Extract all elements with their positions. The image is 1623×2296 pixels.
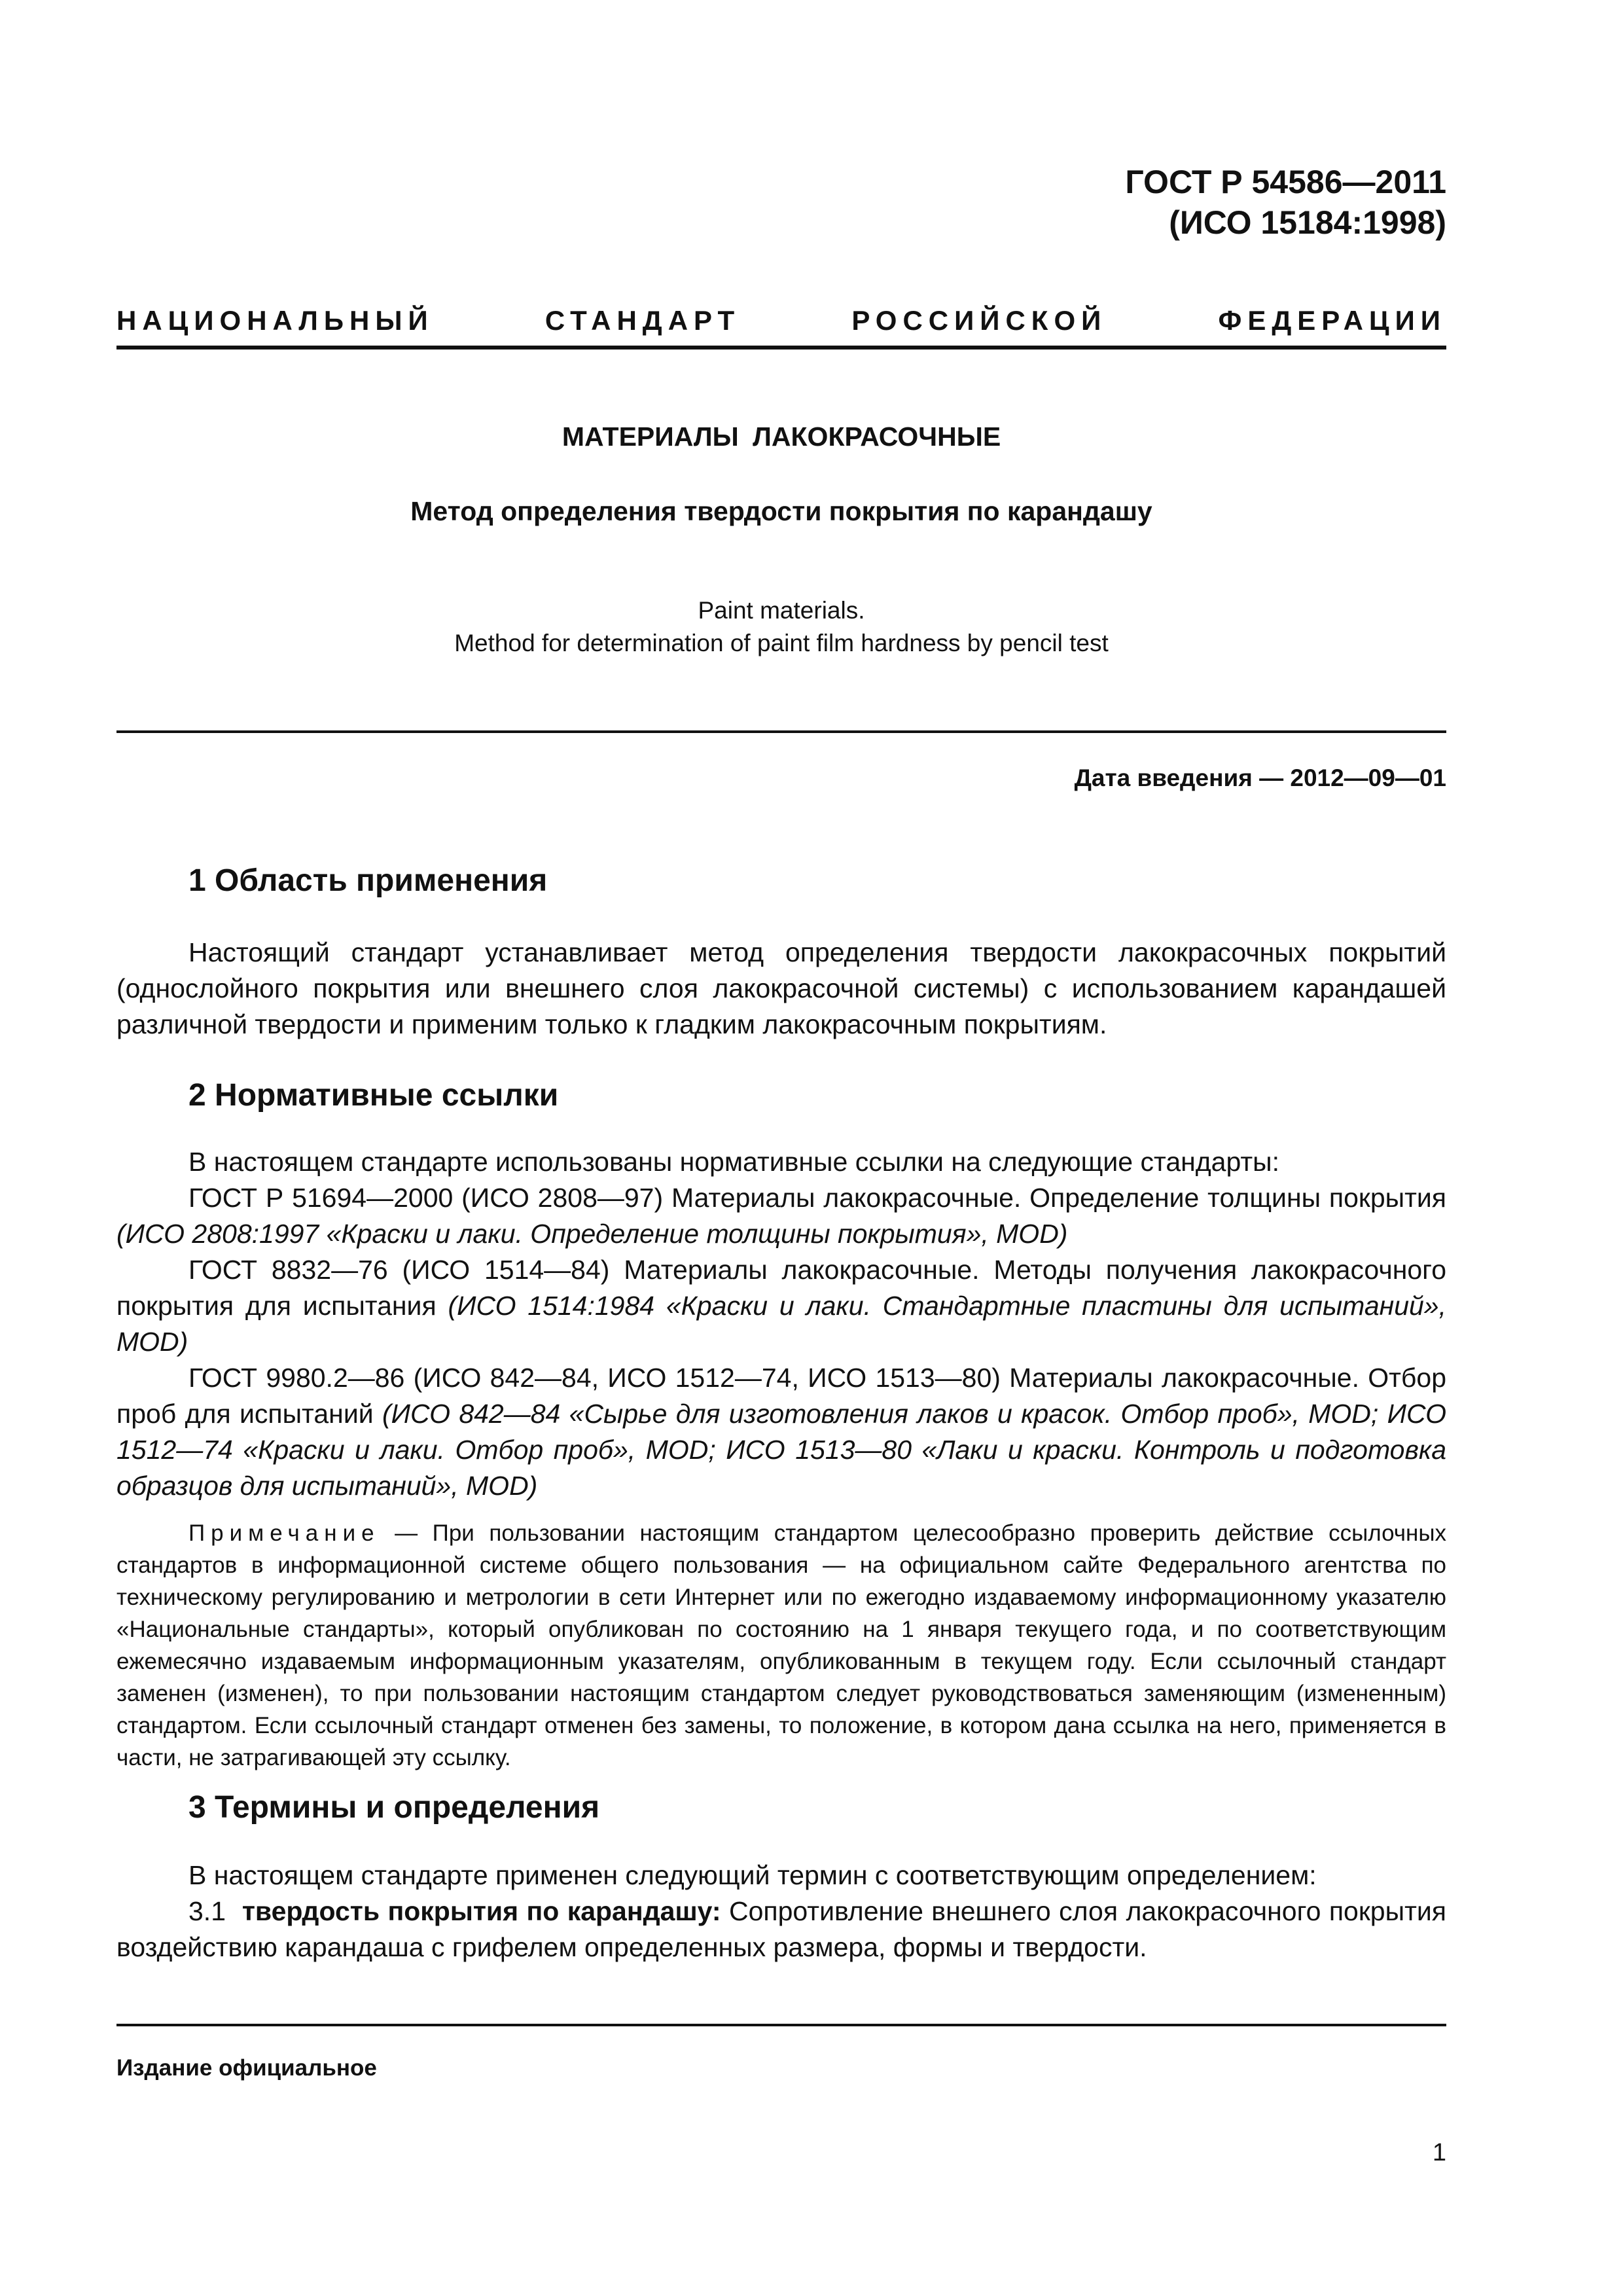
title-rule [116, 730, 1446, 733]
reference-gost-51694: ГОСТ Р 51694—2000 (ИСО 2808—97) Материалы лакокрасочные. Определение толщины покрытия (ИСО 2808:1997 «Краски и лаки. Определение толщины покрытия», MOD) [116, 1183, 1446, 1249]
reference-iso-note: (ИСО 2808:1997 «Краски и лаки. Определение толщины покрытия», MOD) [116, 1219, 1068, 1249]
references-intro: В настоящем стандарте использованы нормативные ссылки на следующие стандарты: [188, 1147, 1280, 1177]
national-standard-banner [116, 302, 1446, 342]
title-english-line2: Method for determination of paint film hardness by pencil test [454, 630, 1109, 656]
reference-gost-8832: ГОСТ 8832—76 (ИСО 1514—84) Материалы лакокрасочные. Методы получения лакокрасочного покрытия для испытания (ИСО 1514:1984 «Краски и лаки. Стандартные пластины для испытаний», MOD) [116, 1255, 1446, 1357]
banner-word: СТАНДАРТ [544, 305, 741, 336]
page-number: 1 [1432, 2139, 1446, 2166]
title-sub: Метод определения твердости покрытия по карандашу [410, 496, 1152, 526]
term-definition: 3.1 твердость покрытия по карандашу: Сопротивление внешнего слоя лакокрасочного покрытия воздействию карандаша с грифелем определенных размера, формы и твердости. [116, 1896, 1446, 1962]
iso-number: (ИСО 15184:1998) [1169, 204, 1446, 241]
references-note: Примечание — При пользовании настоящим стандартом целесообразно проверить действие ссылочных стандартов в информационной системе общего пользования — на официальном сайте Федерального агентства по техническому регулированию и метрологии в сети Интернет или по ежегодно издаваемому информационному указателю «Национальные стандарты», который опубликован по состоянию на 1 января текущего года, и по соответствующим ежемесячно издаваемым информационным указателям, опубликованным в текущем году. Если ссылочный стандарт заменен (изменен), то при пользовании настоящим стандартом следует руководствоваться заменяющим (измененным) стандартом. Если ссылочный стандарт отменен без замены, то положение, в котором дана ссылка на него, применяется в части, не затрагивающей эту ссылку. [116, 1520, 1446, 1770]
note-label: Примечание [188, 1520, 380, 1546]
banner-word: НАЦИОНАЛЬНЫЙ [116, 305, 434, 336]
section-3-heading: 3 Термины и определения [188, 1790, 600, 1825]
document-number: ГОСТ Р 54586—2011 [1125, 164, 1446, 200]
reference-iso-note: (ИСО 842—84 «Сырье для изготовления лаков и красок. Отбор проб», MOD; ИСО 1512—74 «Краски и лаки. Отбор проб», MOD; ИСО 1513—80 «Лаки и краски. Контроль и подготовка образцов для испытаний», MOD) [116, 1399, 1446, 1501]
section-2-heading: 2 Нормативные ссылки [188, 1078, 559, 1113]
banner-word: ФЕДЕРАЦИИ [1218, 305, 1446, 336]
title-main: МАТЕРИАЛЫ ЛАКОКРАСОЧНЫЕ [562, 422, 1001, 452]
reference-gost-9980: ГОСТ 9980.2—86 (ИСО 842—84, ИСО 1512—74, ИСО 1513—80) Материалы лакокрасочные. Отбор проб для испытаний (ИСО 842—84 «Сырье для изготовления лаков и красок. Отбор проб», MOD; ИСО 1512—74 «Краски и лаки. Отбор проб», MOD; ИСО 1513—80 «Лаки и краски. Контроль и подготовка образцов для испытаний», MOD) [116, 1363, 1446, 1501]
official-edition-label: Издание официальное [116, 2055, 377, 2081]
reference-iso-note: (ИСО 1514:1984 «Краски и лаки. Стандартные пластины для испытаний», MOD) [116, 1291, 1446, 1357]
section-1-heading: 1 Область применения [188, 863, 548, 898]
terms-intro: В настоящем стандарте применен следующий термин с соответствующим определением: [188, 1860, 1317, 1890]
term-name: твердость покрытия по карандашу: [241, 1896, 721, 1926]
footer-rule [116, 2024, 1446, 2026]
term-number: 3.1 [188, 1896, 226, 1926]
intro-date: Дата введения — 2012—09—01 [1074, 764, 1446, 791]
section-1-text: Настоящий стандарт устанавливает метод определения твердости лакокрасочных покрытий (однослойного покрытия или внешнего слоя лакокрасочной системы) с использованием карандашей различной твердости и применим только к гладким лакокрасочным покрытиям. [116, 937, 1446, 1039]
banner-word: РОССИЙСКОЙ [851, 305, 1107, 336]
banner-rule [116, 346, 1446, 350]
title-english-line1: Paint materials. [698, 597, 865, 624]
